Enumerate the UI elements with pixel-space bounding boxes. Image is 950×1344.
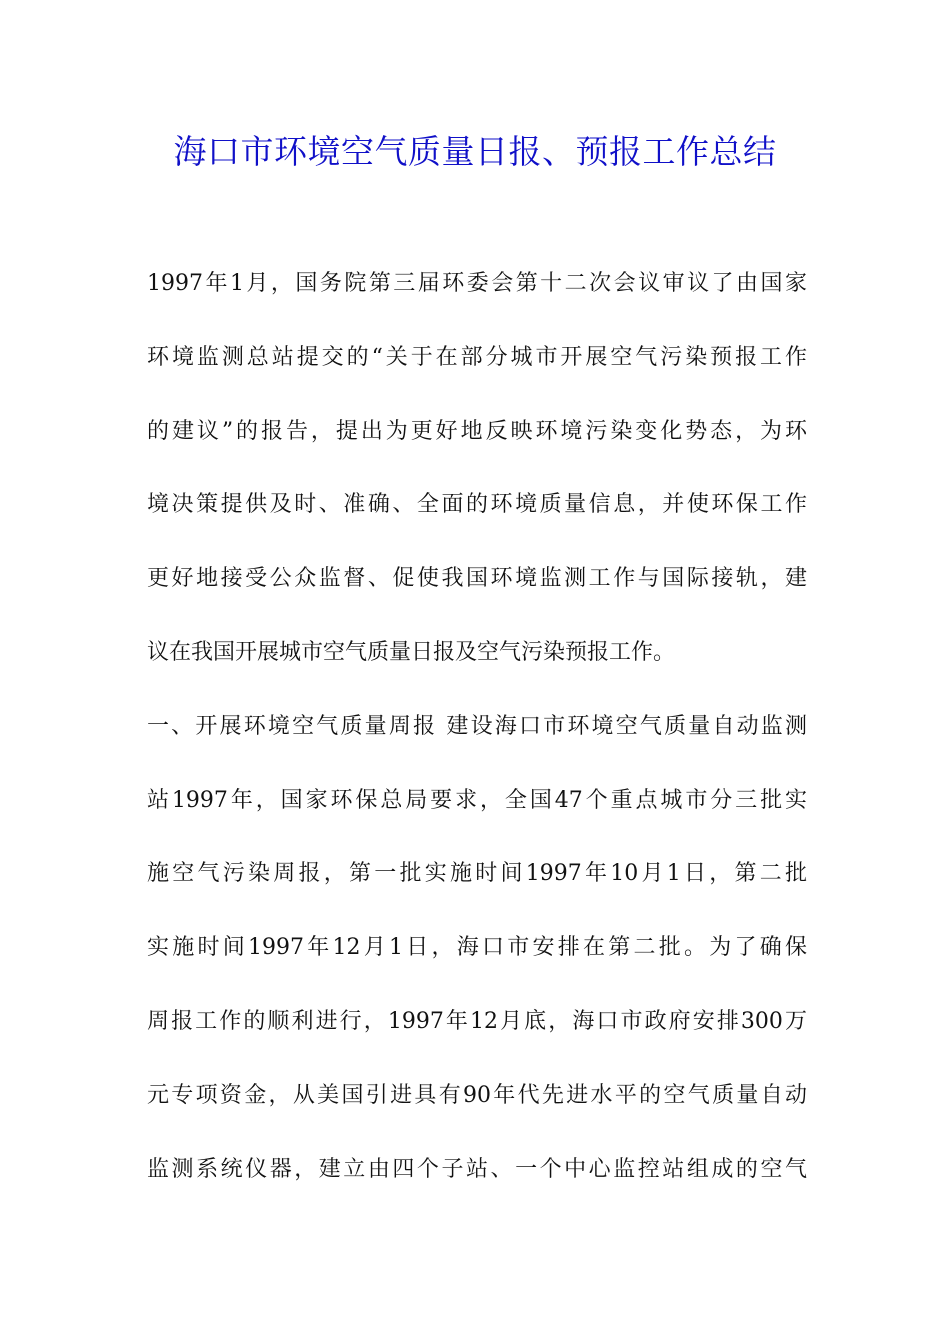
paragraph-line: 实施时间1997年12月1日，海口市安排在第二批。为了确保 (147, 935, 807, 961)
paragraph-line: 一、开展环境空气质量周报 建设海口市环境空气质量自动监测 (147, 713, 807, 739)
paragraph-line: 元专项资金，从美国引进具有90年代先进水平的空气质量自动 (147, 1082, 807, 1108)
paragraph-line: 境决策提供及时、准确、全面的环境质量信息，并使环保工作 (147, 492, 807, 518)
paragraph-line: 环境监测总站提交的“关于在部分城市开展空气污染预报工作 (147, 344, 807, 370)
paragraph-line: 更好地接受公众监督、促使我国环境监测工作与国际接轨，建 (147, 566, 807, 592)
paragraph-line: 周报工作的顺利进行，1997年12月底，海口市政府安排300万 (147, 1008, 807, 1034)
paragraph-line: 议在我国开展城市空气质量日报及空气污染预报工作。 (147, 639, 676, 665)
document-title: 海口市环境空气质量日报、预报工作总结 (173, 132, 777, 171)
paragraph-line: 1997年1月，国务院第三届环委会第十二次会议审议了由国家 (147, 271, 807, 296)
document-body (147, 258, 807, 1217)
paragraph-line: 监测系统仪器，建立由四个子站、一个中心监控站组成的空气 (147, 1156, 807, 1182)
paragraph-line: 的建议”的报告，提出为更好地反映环境污染变化势态，为环 (147, 418, 807, 444)
paragraph-line: 施空气污染周报，第一批实施时间1997年10月1日，第二批 (147, 861, 807, 887)
paragraph-line: 站1997年，国家环保总局要求，全国47个重点城市分三批实 (147, 787, 807, 813)
